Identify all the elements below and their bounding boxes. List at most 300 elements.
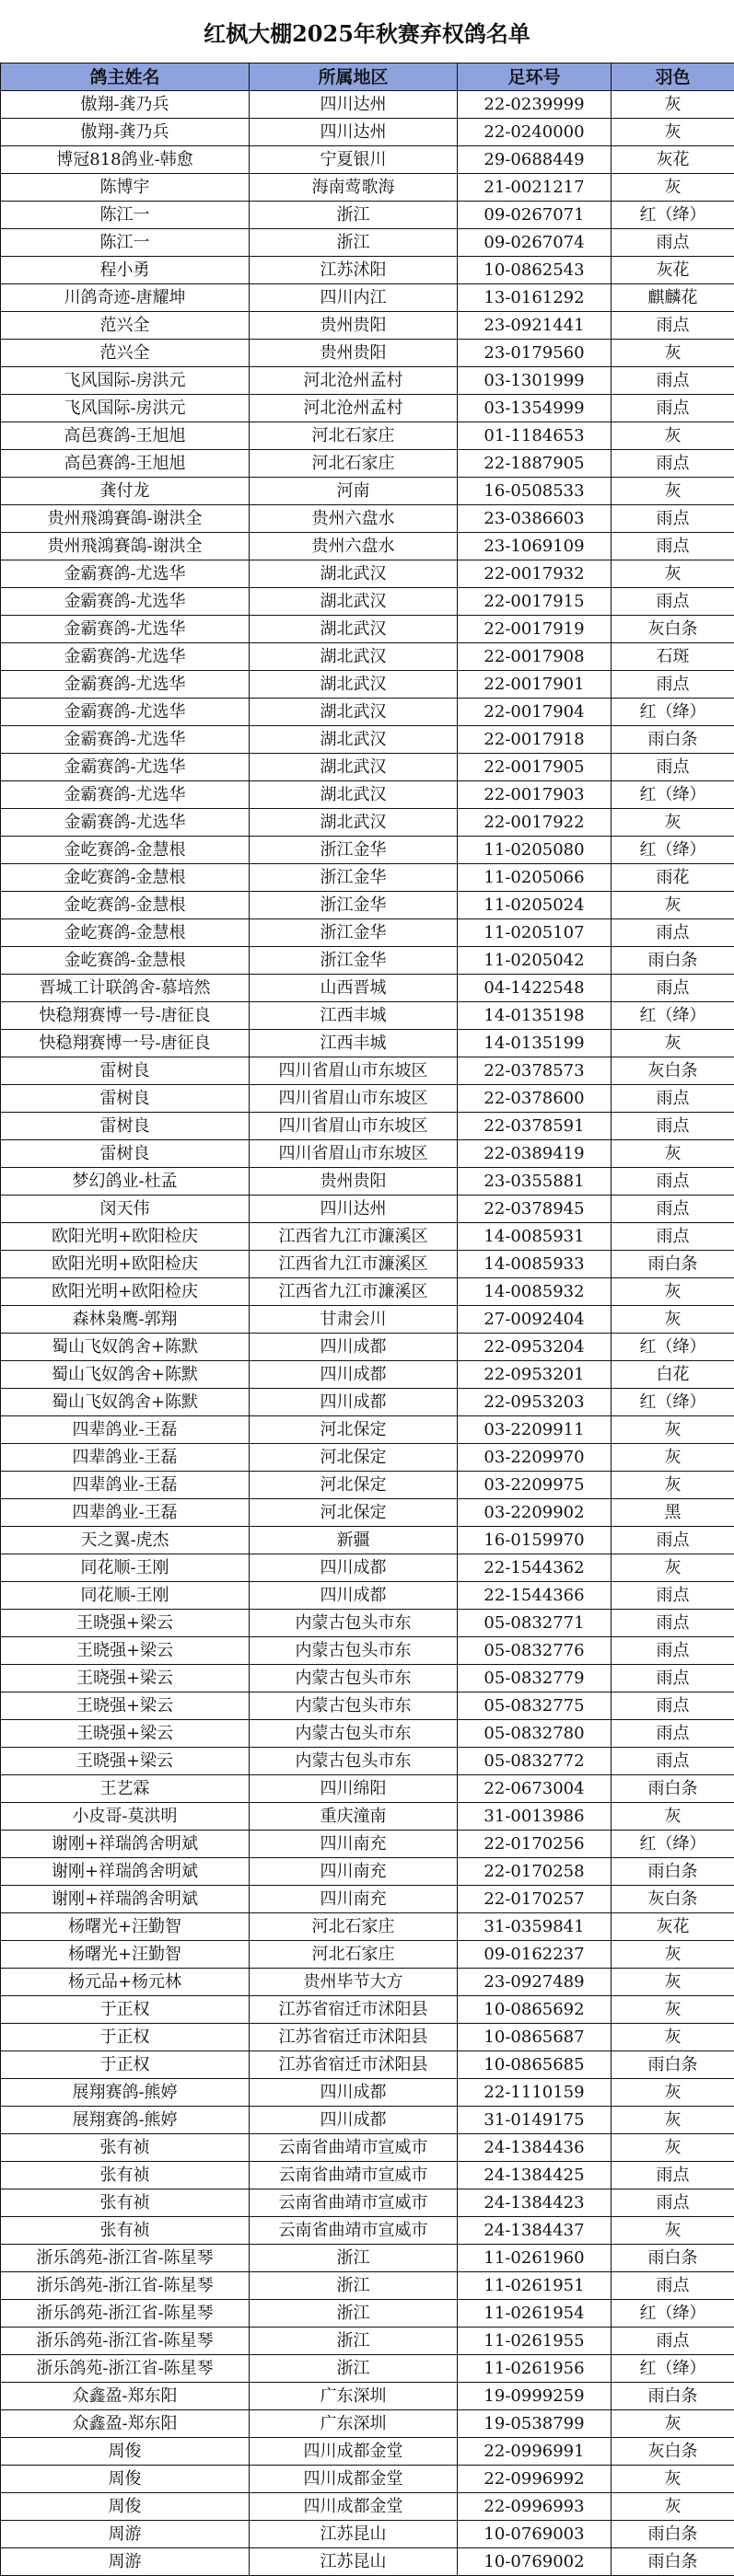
feather-color-cell: 雨点 xyxy=(612,1527,734,1554)
feather-color-cell: 雨点 xyxy=(612,1168,734,1196)
owner-name-cell: 欧阳光明+欧阳检庆 xyxy=(1,1278,250,1306)
owner-name-cell: 飞风国际-房洪元 xyxy=(1,367,250,395)
table-row xyxy=(1,284,734,312)
ring-number-cell: 22-0017901 xyxy=(458,671,612,699)
region-cell: 河北石家庄 xyxy=(250,1941,458,1969)
feather-color-cell: 雨点 xyxy=(612,1196,734,1223)
feather-color-cell: 灰 xyxy=(612,1140,734,1168)
region-cell: 广东深圳 xyxy=(250,2383,458,2410)
owner-name-cell: 四辈鸽业-王磊 xyxy=(1,1499,250,1527)
table-row xyxy=(1,1748,734,1775)
owner-name-cell: 展翔赛鸽-熊婷 xyxy=(1,2079,250,2107)
region-cell: 四川达州 xyxy=(250,119,458,146)
ring-number-cell: 10-0769003 xyxy=(458,2521,612,2548)
region-cell: 浙江 xyxy=(250,229,458,257)
ring-number-cell: 10-0865685 xyxy=(458,2051,612,2079)
ring-number-cell: 22-0378945 xyxy=(458,1196,612,1223)
owner-name-cell: 贵州飛鴻賽鴿-谢洪全 xyxy=(1,505,250,533)
table-row xyxy=(1,2328,734,2355)
ring-number-cell: 03-2209911 xyxy=(458,1416,612,1444)
ring-number-cell: 03-2209902 xyxy=(458,1499,612,1527)
owner-name-cell: 四辈鸽业-王磊 xyxy=(1,1472,250,1499)
feather-color-cell: 雨点 xyxy=(612,975,734,1002)
table-row xyxy=(1,809,734,837)
ring-number-cell: 05-0832779 xyxy=(458,1665,612,1692)
table-row xyxy=(1,1389,734,1416)
feather-color-cell: 灰 xyxy=(612,2466,734,2493)
region-cell: 浙江 xyxy=(250,2355,458,2383)
feather-color-cell: 灰花 xyxy=(612,1913,734,1941)
feather-color-cell: 红（绛） xyxy=(612,1002,734,1030)
table-row xyxy=(1,1858,734,1886)
ring-number-cell: 22-1544362 xyxy=(458,1554,612,1582)
table-row xyxy=(1,1665,734,1692)
owner-name-cell: 浙乐鸽苑-浙江省-陈星琴 xyxy=(1,2245,250,2272)
feather-color-cell: 红（绛） xyxy=(612,1334,734,1361)
table-header xyxy=(1,64,734,91)
ring-number-cell: 22-1544366 xyxy=(458,1582,612,1610)
owner-name-cell: 森林枭鹰-郭翔 xyxy=(1,1306,250,1334)
ring-number-cell: 14-0135199 xyxy=(458,1030,612,1057)
feather-color-cell: 红（绛） xyxy=(612,781,734,809)
region-cell: 贵州贵阳 xyxy=(250,312,458,340)
region-cell: 云南省曲靖市宣威市 xyxy=(250,2217,458,2245)
owner-name-cell: 博冠818鸽业-韩愈 xyxy=(1,146,250,174)
region-cell: 江苏省宿迁市沭阳县 xyxy=(250,1996,458,2024)
feather-color-cell: 红（绛） xyxy=(612,1831,734,1858)
ring-number-cell: 11-0261951 xyxy=(458,2272,612,2300)
owner-name-cell: 浙乐鸽苑-浙江省-陈星琴 xyxy=(1,2272,250,2300)
region-cell: 江苏昆山 xyxy=(250,2548,458,2576)
ring-number-cell: 11-0205066 xyxy=(458,864,612,892)
ring-number-cell: 22-0017918 xyxy=(458,726,612,754)
region-cell: 浙江 xyxy=(250,2245,458,2272)
table-row xyxy=(1,560,734,588)
owner-name-cell: 雷树良 xyxy=(1,1140,250,1168)
owner-name-cell: 快稳翔赛博一号-唐征良 xyxy=(1,1002,250,1030)
owner-name-cell: 众鑫盈-郑东阳 xyxy=(1,2383,250,2410)
ring-number-cell: 14-0135198 xyxy=(458,1002,612,1030)
table-row xyxy=(1,1720,734,1748)
region-cell: 河北沧州孟村 xyxy=(250,367,458,395)
ring-number-cell: 09-0162237 xyxy=(458,1941,612,1969)
feather-color-cell: 雨点 xyxy=(612,1692,734,1720)
ring-number-cell: 14-0085931 xyxy=(458,1223,612,1251)
table-row xyxy=(1,919,734,947)
owner-name-cell: 杨曙光+汪勤智 xyxy=(1,1913,250,1941)
region-cell: 浙江金华 xyxy=(250,947,458,975)
table-row xyxy=(1,229,734,257)
table-row xyxy=(1,1775,734,1803)
region-cell: 河北石家庄 xyxy=(250,1913,458,1941)
feather-color-cell: 灰 xyxy=(612,340,734,367)
ring-number-cell: 22-0017932 xyxy=(458,560,612,588)
table-row xyxy=(1,643,734,671)
ring-number-cell: 11-0261954 xyxy=(458,2300,612,2328)
region-cell: 浙江 xyxy=(250,202,458,229)
owner-name-cell: 王晓强+梁云 xyxy=(1,1637,250,1665)
table-row xyxy=(1,1306,734,1334)
table-row xyxy=(1,864,734,892)
feather-color-cell: 雨点 xyxy=(612,1720,734,1748)
feather-color-cell: 雨白条 xyxy=(612,726,734,754)
feather-color-cell: 雨白条 xyxy=(612,1251,734,1278)
region-cell: 湖北武汉 xyxy=(250,616,458,643)
table-row xyxy=(1,1499,734,1527)
region-cell: 新疆 xyxy=(250,1527,458,1554)
region-cell: 江西省九江市濂溪区 xyxy=(250,1251,458,1278)
owner-name-cell: 小皮哥-莫洪明 xyxy=(1,1803,250,1831)
owner-name-cell: 周俊 xyxy=(1,2466,250,2493)
region-cell: 湖北武汉 xyxy=(250,588,458,616)
owner-name-cell: 众鑫盈-郑东阳 xyxy=(1,2410,250,2438)
feather-color-cell: 雨花 xyxy=(612,864,734,892)
ring-number-cell: 23-0927489 xyxy=(458,1969,612,1996)
ring-number-cell: 22-0017903 xyxy=(458,781,612,809)
owner-name-cell: 张有祯 xyxy=(1,2162,250,2189)
region-cell: 山西晋城 xyxy=(250,975,458,1002)
owner-name-cell: 金屹赛鸽-金慧根 xyxy=(1,864,250,892)
owner-name-cell: 蜀山飞奴鸽舍+陈默 xyxy=(1,1361,250,1389)
ring-number-cell: 03-2209970 xyxy=(458,1444,612,1472)
region-cell: 江西丰城 xyxy=(250,1002,458,1030)
ring-number-cell: 16-0159970 xyxy=(458,1527,612,1554)
ring-number-cell: 22-0170258 xyxy=(458,1858,612,1886)
table-row xyxy=(1,1168,734,1196)
feather-color-cell: 灰 xyxy=(612,2493,734,2521)
region-cell: 内蒙古包头市东 xyxy=(250,1692,458,1720)
feather-color-cell: 灰 xyxy=(612,422,734,450)
region-cell: 浙江 xyxy=(250,2272,458,2300)
ring-number-cell: 29-0688449 xyxy=(458,146,612,174)
region-cell: 河北保定 xyxy=(250,1499,458,1527)
table-row xyxy=(1,2410,734,2438)
table-row xyxy=(1,671,734,699)
region-cell: 四川成都 xyxy=(250,2079,458,2107)
table-row xyxy=(1,1527,734,1554)
feather-color-cell: 灰 xyxy=(612,1030,734,1057)
owner-name-cell: 欧阳光明+欧阳检庆 xyxy=(1,1251,250,1278)
region-cell: 四川省眉山市东坡区 xyxy=(250,1140,458,1168)
ring-number-cell: 22-0017915 xyxy=(458,588,612,616)
region-cell: 湖北武汉 xyxy=(250,781,458,809)
feather-color-cell: 黑 xyxy=(612,1499,734,1527)
ring-number-cell: 19-0538799 xyxy=(458,2410,612,2438)
ring-number-cell: 22-0017908 xyxy=(458,643,612,671)
feather-color-cell: 灰 xyxy=(612,2134,734,2162)
table-row xyxy=(1,1554,734,1582)
owner-name-cell: 金屹赛鸽-金慧根 xyxy=(1,892,250,919)
feather-color-cell: 雨点 xyxy=(612,588,734,616)
feather-color-cell: 雨点 xyxy=(612,2162,734,2189)
feather-color-cell: 灰 xyxy=(612,1941,734,1969)
owner-name-cell: 张有祯 xyxy=(1,2217,250,2245)
region-cell: 云南省曲靖市宣威市 xyxy=(250,2162,458,2189)
owner-name-cell: 陈江一 xyxy=(1,202,250,229)
region-cell: 湖北武汉 xyxy=(250,643,458,671)
region-cell: 四川成都金堂 xyxy=(250,2438,458,2466)
region-cell: 四川成都 xyxy=(250,1582,458,1610)
region-cell: 贵州毕节大方 xyxy=(250,1969,458,1996)
ring-number-cell: 22-0378573 xyxy=(458,1057,612,1085)
table-row xyxy=(1,2466,734,2493)
owner-name-cell: 金霸赛鸽-尤选华 xyxy=(1,809,250,837)
feather-color-cell: 雨点 xyxy=(612,919,734,947)
feather-color-cell: 灰 xyxy=(612,892,734,919)
table-row xyxy=(1,1416,734,1444)
ring-number-cell: 05-0832775 xyxy=(458,1692,612,1720)
owner-name-cell: 飞风国际-房洪元 xyxy=(1,395,250,422)
owner-name-cell: 同花顺-王刚 xyxy=(1,1554,250,1582)
table-row xyxy=(1,257,734,284)
region-cell: 河北保定 xyxy=(250,1416,458,1444)
table-row xyxy=(1,975,734,1002)
ring-number-cell: 24-1384425 xyxy=(458,2162,612,2189)
feather-color-cell: 灰 xyxy=(612,119,734,146)
ring-number-cell: 16-0508533 xyxy=(458,478,612,505)
ring-number-cell: 22-0239999 xyxy=(458,91,612,119)
region-cell: 四川成都 xyxy=(250,1334,458,1361)
region-cell: 贵州贵阳 xyxy=(250,1168,458,1196)
feather-color-cell: 灰 xyxy=(612,174,734,202)
ring-number-cell: 11-0205042 xyxy=(458,947,612,975)
table-row xyxy=(1,837,734,864)
ring-number-cell: 03-2209975 xyxy=(458,1472,612,1499)
region-cell: 四川南充 xyxy=(250,1858,458,1886)
table-row xyxy=(1,2272,734,2300)
region-cell: 四川省眉山市东坡区 xyxy=(250,1085,458,1113)
feather-color-cell: 红（绛） xyxy=(612,2355,734,2383)
owner-name-cell: 高邑赛鸽-王旭旭 xyxy=(1,450,250,478)
feather-color-cell: 雨白条 xyxy=(612,947,734,975)
ring-number-cell: 31-0149175 xyxy=(458,2107,612,2134)
owner-name-cell: 范兴全 xyxy=(1,312,250,340)
feather-color-cell: 红（绛） xyxy=(612,1389,734,1416)
ring-number-cell: 10-0769002 xyxy=(458,2548,612,2576)
region-cell: 四川省眉山市东坡区 xyxy=(250,1113,458,1140)
table-header-row xyxy=(1,64,734,91)
ring-number-cell: 22-0996993 xyxy=(458,2493,612,2521)
feather-color-cell: 灰 xyxy=(612,1278,734,1306)
owner-name-cell: 陈江一 xyxy=(1,229,250,257)
region-cell: 宁夏银川 xyxy=(250,146,458,174)
feather-color-cell: 灰 xyxy=(612,2024,734,2051)
ring-number-cell: 22-0170256 xyxy=(458,1831,612,1858)
table-row xyxy=(1,1030,734,1057)
ring-number-cell: 22-0017905 xyxy=(458,754,612,781)
region-cell: 浙江 xyxy=(250,2300,458,2328)
ring-number-cell: 11-0205024 xyxy=(458,892,612,919)
feather-color-cell: 灰 xyxy=(612,560,734,588)
ring-number-cell: 05-0832776 xyxy=(458,1637,612,1665)
table-row xyxy=(1,1223,734,1251)
region-cell: 四川省眉山市东坡区 xyxy=(250,1057,458,1085)
owner-name-cell: 金霸赛鸽-尤选华 xyxy=(1,726,250,754)
owner-name-cell: 金屹赛鸽-金慧根 xyxy=(1,837,250,864)
table-row xyxy=(1,202,734,229)
table-row xyxy=(1,1057,734,1085)
region-cell: 江苏昆山 xyxy=(250,2521,458,2548)
owner-name-cell: 王晓强+梁云 xyxy=(1,1720,250,1748)
header-owner-name: 鸽主姓名 xyxy=(1,64,250,91)
region-cell: 四川绵阳 xyxy=(250,1775,458,1803)
owner-name-cell: 四辈鸽业-王磊 xyxy=(1,1444,250,1472)
feather-color-cell: 灰 xyxy=(612,1803,734,1831)
feather-color-cell: 雨白条 xyxy=(612,2521,734,2548)
header-region: 所属地区 xyxy=(250,64,458,91)
feather-color-cell: 雨白条 xyxy=(612,2245,734,2272)
feather-color-cell: 红（绛） xyxy=(612,2300,734,2328)
owner-name-cell: 王艺霖 xyxy=(1,1775,250,1803)
region-cell: 四川成都金堂 xyxy=(250,2493,458,2521)
owner-name-cell: 王晓强+梁云 xyxy=(1,1665,250,1692)
ring-number-cell: 04-1422548 xyxy=(458,975,612,1002)
ring-number-cell: 03-1354999 xyxy=(458,395,612,422)
ring-number-cell: 22-0953204 xyxy=(458,1334,612,1361)
feather-color-cell: 灰 xyxy=(612,1472,734,1499)
region-cell: 四川达州 xyxy=(250,91,458,119)
feather-color-cell: 雨白条 xyxy=(612,1858,734,1886)
feather-color-cell: 灰 xyxy=(612,2079,734,2107)
ring-number-cell: 05-0832772 xyxy=(458,1748,612,1775)
table-row xyxy=(1,1278,734,1306)
owner-name-cell: 浙乐鸽苑-浙江省-陈星琴 xyxy=(1,2328,250,2355)
ring-number-cell: 11-0261955 xyxy=(458,2328,612,2355)
region-cell: 湖北武汉 xyxy=(250,754,458,781)
owner-name-cell: 金霸赛鸽-尤选华 xyxy=(1,699,250,726)
feather-color-cell: 雨点 xyxy=(612,505,734,533)
region-cell: 湖北武汉 xyxy=(250,726,458,754)
feather-color-cell: 灰 xyxy=(612,2410,734,2438)
ring-number-cell: 23-1069109 xyxy=(458,533,612,560)
owner-name-cell: 王晓强+梁云 xyxy=(1,1610,250,1637)
owner-name-cell: 王晓强+梁云 xyxy=(1,1748,250,1775)
owner-name-cell: 快稳翔赛博一号-唐征良 xyxy=(1,1030,250,1057)
table-row xyxy=(1,1941,734,1969)
region-cell: 内蒙古包头市东 xyxy=(250,1637,458,1665)
ring-number-cell: 01-1184653 xyxy=(458,422,612,450)
ring-number-cell: 23-0355881 xyxy=(458,1168,612,1196)
region-cell: 江苏省宿迁市沭阳县 xyxy=(250,2051,458,2079)
feather-color-cell: 雨点 xyxy=(612,1085,734,1113)
ring-number-cell: 22-0240000 xyxy=(458,119,612,146)
table-row xyxy=(1,91,734,119)
ring-number-cell: 31-0013986 xyxy=(458,1803,612,1831)
owner-name-cell: 浙乐鸽苑-浙江省-陈星琴 xyxy=(1,2300,250,2328)
ring-number-cell: 22-0673004 xyxy=(458,1775,612,1803)
owner-name-cell: 周游 xyxy=(1,2521,250,2548)
owner-name-cell: 谢刚+祥瑞鸽舍明斌 xyxy=(1,1858,250,1886)
feather-color-cell: 雨点 xyxy=(612,2272,734,2300)
region-cell: 江西省九江市濂溪区 xyxy=(250,1278,458,1306)
region-cell: 四川达州 xyxy=(250,1196,458,1223)
ring-number-cell: 23-0386603 xyxy=(458,505,612,533)
table-row xyxy=(1,1085,734,1113)
forfeit-table-container xyxy=(0,63,734,2576)
table-row xyxy=(1,726,734,754)
ring-number-cell: 11-0261960 xyxy=(458,2245,612,2272)
region-cell: 河北石家庄 xyxy=(250,450,458,478)
region-cell: 内蒙古包头市东 xyxy=(250,1748,458,1775)
feather-color-cell: 灰 xyxy=(612,1306,734,1334)
ring-number-cell: 22-0996991 xyxy=(458,2438,612,2466)
header-ring-number: 足环号 xyxy=(458,64,612,91)
region-cell: 甘肃会川 xyxy=(250,1306,458,1334)
owner-name-cell: 范兴全 xyxy=(1,340,250,367)
feather-color-cell: 雨点 xyxy=(612,754,734,781)
owner-name-cell: 金屹赛鸽-金慧根 xyxy=(1,919,250,947)
owner-name-cell: 傲翔-龚乃兵 xyxy=(1,91,250,119)
table-row xyxy=(1,2548,734,2576)
table-row xyxy=(1,340,734,367)
feather-color-cell: 雨白条 xyxy=(612,2051,734,2079)
region-cell: 浙江 xyxy=(250,2328,458,2355)
feather-color-cell: 雨点 xyxy=(612,1223,734,1251)
ring-number-cell: 24-1384436 xyxy=(458,2134,612,2162)
feather-color-cell: 雨点 xyxy=(612,2189,734,2217)
ring-number-cell: 09-0267071 xyxy=(458,202,612,229)
ring-number-cell: 24-1384437 xyxy=(458,2217,612,2245)
owner-name-cell: 金屹赛鸽-金慧根 xyxy=(1,947,250,975)
region-cell: 贵州六盘水 xyxy=(250,505,458,533)
owner-name-cell: 蜀山飞奴鸽舍+陈默 xyxy=(1,1389,250,1416)
owner-name-cell: 蜀山飞奴鸽舍+陈默 xyxy=(1,1334,250,1361)
owner-name-cell: 闵天伟 xyxy=(1,1196,250,1223)
region-cell: 江苏沭阳 xyxy=(250,257,458,284)
owner-name-cell: 金霸赛鸽-尤选华 xyxy=(1,781,250,809)
region-cell: 浙江金华 xyxy=(250,837,458,864)
region-cell: 浙江金华 xyxy=(250,919,458,947)
table-row xyxy=(1,1692,734,1720)
ring-number-cell: 22-0996992 xyxy=(458,2466,612,2493)
table-row xyxy=(1,395,734,422)
feather-color-cell: 灰 xyxy=(612,2217,734,2245)
feather-color-cell: 灰 xyxy=(612,809,734,837)
owner-name-cell: 金霸赛鸽-尤选华 xyxy=(1,588,250,616)
table-row xyxy=(1,1334,734,1361)
ring-number-cell: 05-0832771 xyxy=(458,1610,612,1637)
ring-number-cell: 22-0017904 xyxy=(458,699,612,726)
owner-name-cell: 傲翔-龚乃兵 xyxy=(1,119,250,146)
owner-name-cell: 于正权 xyxy=(1,1996,250,2024)
region-cell: 湖北武汉 xyxy=(250,671,458,699)
owner-name-cell: 陈博宇 xyxy=(1,174,250,202)
region-cell: 河南 xyxy=(250,478,458,505)
feather-color-cell: 麒麟花 xyxy=(612,284,734,312)
feather-color-cell: 灰 xyxy=(612,1996,734,2024)
table-row xyxy=(1,2162,734,2189)
table-row xyxy=(1,947,734,975)
owner-name-cell: 张有祯 xyxy=(1,2134,250,2162)
feather-color-cell: 灰 xyxy=(612,1554,734,1582)
feather-color-cell: 雨白条 xyxy=(612,1775,734,1803)
ring-number-cell: 19-0999259 xyxy=(458,2383,612,2410)
feather-color-cell: 雨点 xyxy=(612,1610,734,1637)
region-cell: 湖北武汉 xyxy=(250,809,458,837)
region-cell: 四川成都 xyxy=(250,1361,458,1389)
region-cell: 湖北武汉 xyxy=(250,699,458,726)
ring-number-cell: 03-1301999 xyxy=(458,367,612,395)
ring-number-cell: 10-0865687 xyxy=(458,2024,612,2051)
table-row xyxy=(1,2024,734,2051)
owner-name-cell: 金霸赛鸽-尤选华 xyxy=(1,560,250,588)
owner-name-cell: 周俊 xyxy=(1,2493,250,2521)
forfeit-pigeon-table xyxy=(0,63,734,2576)
owner-name-cell: 龚付龙 xyxy=(1,478,250,505)
owner-name-cell: 谢刚+祥瑞鸽舍明斌 xyxy=(1,1886,250,1913)
ring-number-cell: 22-0953203 xyxy=(458,1389,612,1416)
owner-name-cell: 梦幻鸽业-杜孟 xyxy=(1,1168,250,1196)
